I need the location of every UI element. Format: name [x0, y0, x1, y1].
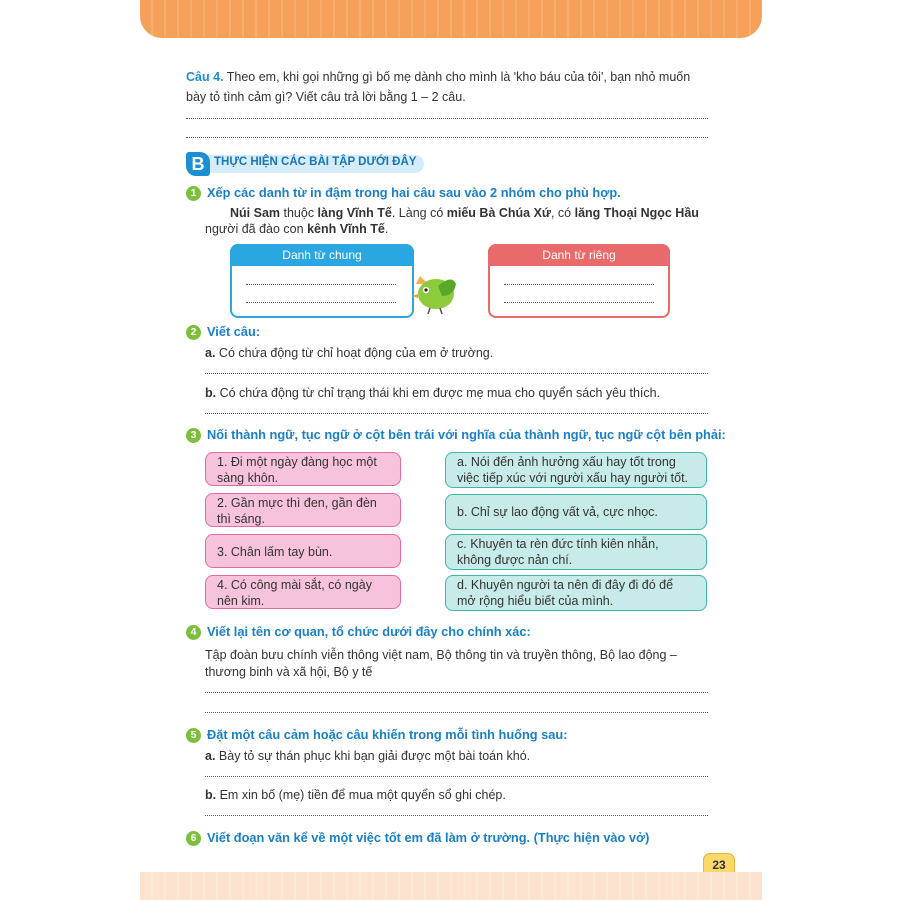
question-title: Viết đoạn văn kể về một việc tốt em đã làm ở trường. (Thực hiện vào vở) [207, 830, 650, 845]
question-title: Viết lại tên cơ quan, tổ chức dưới đây cho chính xác: [207, 624, 531, 639]
idiom-item-1[interactable]: 1. Đi một ngày đàng học một sàng khôn. [205, 452, 401, 486]
q1-sentence-line1 [230, 205, 699, 221]
bold-noun: kênh Vĩnh Tế [307, 222, 385, 236]
meaning-item-a[interactable]: a. Nói đến ảnh hưởng xấu hay tốt trong việc tiếp xúc với người xấu hay người tốt. [445, 452, 707, 488]
question-title: Đặt một câu cảm hoặc câu khiến trong mỗi tình huống sau: [207, 727, 568, 742]
common-noun-label: Danh từ chung [230, 244, 414, 266]
sentence-text: , có [550, 206, 575, 220]
meaning-item-c[interactable]: c. Khuyên ta rèn đức tính kiên nhẫn, không được nản chí. [445, 534, 707, 570]
sentence-text: thuộc [280, 206, 318, 220]
answer-line[interactable] [205, 413, 708, 414]
question-title: Xếp các danh từ in đậm trong hai câu sau vào 2 nhóm cho phù hợp. [207, 185, 621, 200]
bold-noun: miếu Bà Chúa Xứ [446, 206, 551, 220]
q5-part-b: b. Em xin bố (mẹ) tiền để mua một quyển sổ ghi chép. [205, 788, 506, 802]
question-number: 1 [186, 186, 201, 201]
answer-line[interactable] [205, 776, 708, 777]
q1-sentence-line2 [205, 221, 388, 237]
idiom-item-3[interactable]: 3. Chân lấm tay bùn. [205, 534, 401, 568]
proper-noun-box[interactable] [488, 244, 670, 318]
answer-line[interactable] [246, 284, 396, 285]
answer-line[interactable] [186, 118, 708, 119]
question-title: Viết câu: [207, 324, 261, 339]
section-b-header [186, 152, 426, 176]
common-noun-box[interactable] [230, 244, 414, 318]
question-number: 4 [186, 625, 201, 640]
answer-line[interactable] [205, 373, 708, 374]
question-number: 5 [186, 728, 201, 743]
sentence-text: . [384, 222, 389, 236]
question-number: 2 [186, 325, 201, 340]
top-banner [140, 0, 762, 38]
idiom-item-4[interactable]: 4. Có công mài sắt, có ngày nên kim. [205, 575, 401, 609]
question-title: Nối thành ngữ, tục ngữ ở cột bên trái với nghĩa của thành ngữ, tục ngữ cột bên phải: [207, 427, 726, 442]
bold-noun: Núi Sam [230, 206, 281, 220]
answer-line[interactable] [205, 815, 708, 816]
cau4-line2: bày tỏ tình cảm gì? Viết câu trả lời bằng 1 – 2 câu. [186, 90, 466, 104]
sentence-text: . Làng có [391, 206, 447, 220]
meaning-item-d[interactable]: d. Khuyên người ta nên đi đây đi đó để mở rộng hiểu biết của mình. [445, 575, 707, 611]
meaning-item-b[interactable]: b. Chỉ sự lao động vất vả, cực nhọc. [445, 494, 707, 530]
answer-line[interactable] [205, 712, 708, 713]
q2-part-a: a. Có chứa động từ chỉ hoạt động của em ở trường. [205, 346, 494, 360]
section-letter: B [186, 152, 210, 176]
q4-text-line2: thương binh và xã hội, Bộ y tế [205, 665, 373, 679]
green-bird-icon [408, 270, 460, 316]
question-number: 3 [186, 428, 201, 443]
answer-line[interactable] [246, 302, 396, 303]
q4-text-line1: Tập đoàn bưu chính viễn thông việt nam, Bộ thông tin và truyền thông, Bộ lao động – [205, 648, 677, 662]
proper-noun-label: Danh từ riêng [488, 244, 670, 266]
page-number: 23 [703, 853, 735, 877]
bold-noun: lăng Thoại Ngọc Hầu [574, 206, 699, 220]
bottom-banner [140, 872, 762, 900]
answer-line[interactable] [205, 692, 708, 693]
sentence-text: người đã đào con [205, 222, 308, 236]
answer-line[interactable] [504, 284, 654, 285]
question-number: 6 [186, 831, 201, 846]
q2-part-b: b. Có chứa động từ chỉ trạng thái khi em được mẹ mua cho quyển sách yêu thích. [205, 386, 661, 400]
cau4-line1: Câu 4. Theo em, khi gọi những gì bố mẹ dành cho mình là 'kho báu của tôi', bạn nhỏ muốn [186, 70, 691, 84]
section-title: THỰC HIỆN CÁC BÀI TẬP DƯỚI ĐÂY [214, 156, 417, 168]
answer-line[interactable] [504, 302, 654, 303]
answer-line[interactable] [186, 137, 708, 138]
idiom-item-2[interactable]: 2. Gần mực thì đen, gần đèn thì sáng. [205, 493, 401, 527]
bold-noun: làng Vĩnh Tế [317, 206, 392, 220]
q5-part-a: a. Bày tỏ sự thán phục khi bạn giải được một bài toán khó. [205, 749, 531, 763]
